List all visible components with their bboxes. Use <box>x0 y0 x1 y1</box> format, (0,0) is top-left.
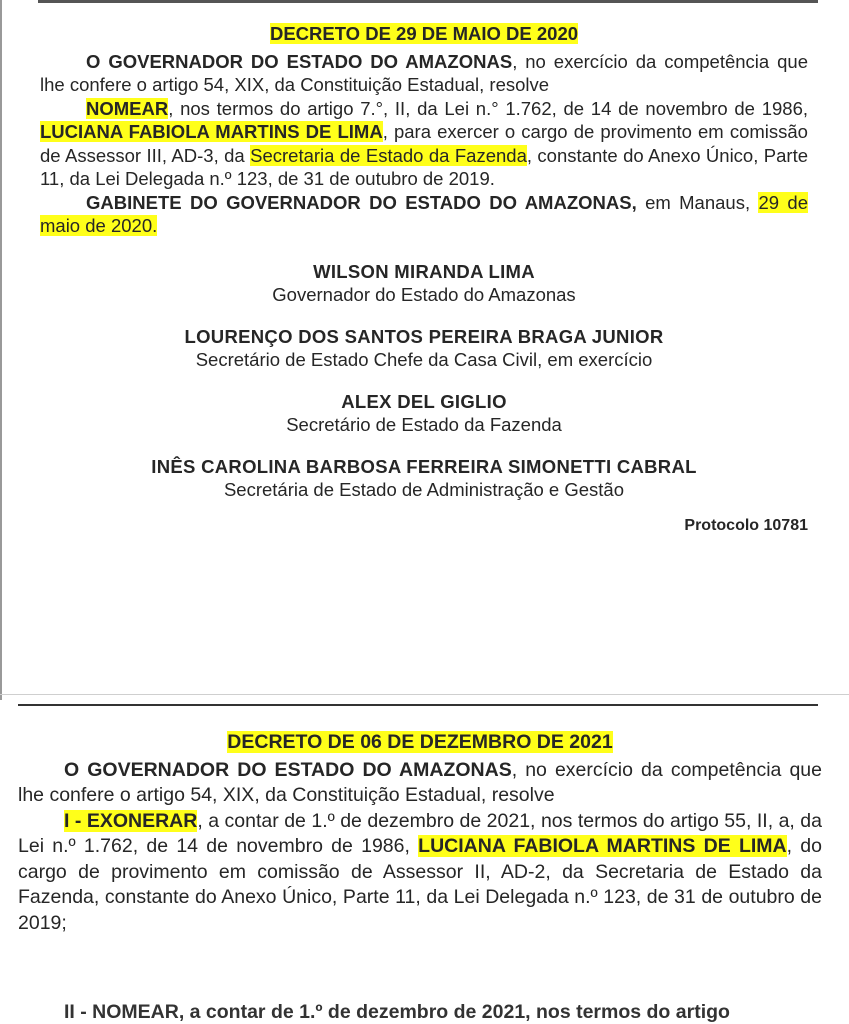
decree-2020-title-text: DECRETO DE 29 DE MAIO DE 2020 <box>269 23 579 44</box>
top-rule <box>38 0 818 3</box>
signature-block <box>40 455 808 502</box>
cut-off-line <box>18 1000 822 1024</box>
signatory-name: LOURENÇO DOS SANTOS PEREIRA BRAGA JUNIOR <box>184 325 664 347</box>
signatory-role: Secretário de Estado da Fazenda <box>286 414 562 435</box>
signatory-role: Secretária de Estado de Administração e Gestão <box>223 479 625 500</box>
decree-2021-title <box>18 730 822 756</box>
signature-block <box>40 390 808 437</box>
signatory-name: INÊS CAROLINA BARBOSA FERREIRA SIMONETTI CABRAL <box>151 455 697 477</box>
preamble-text: , no exercício da competência que lhe confere o artigo 54, XIX, da Constituição Estadual, resolve <box>40 50 808 95</box>
appoint-text-c: , constante do Anexo Único, Parte 11, da Lei Delegada n.º 123, de 31 de outubro de 2019. <box>40 144 808 189</box>
page-left-edge <box>0 0 2 700</box>
decree-2021-dismissal <box>18 809 822 937</box>
signatory-role: Secretário de Estado Chefe da Casa Civil, em exercício <box>195 349 653 370</box>
closing-text: em Manaus, <box>636 191 759 213</box>
governor-heading: O GOVERNADOR DO ESTADO DO AMAZONAS <box>64 758 512 781</box>
appoint-verb: NOMEAR <box>86 97 169 119</box>
decree-2020-closing <box>40 191 808 238</box>
decree-2020 <box>40 22 808 537</box>
decree-2021-title-text: DECRETO DE 06 DE DEZEMBRO DE 2021 <box>227 731 613 753</box>
signatory-name: WILSON MIRANDA LIMA <box>313 260 535 282</box>
signatory-role: Governador do Estado do Amazonas <box>272 284 576 305</box>
decree-2021-preamble <box>18 758 822 809</box>
signatory-name: ALEX DEL GIGLIO <box>341 390 507 412</box>
cut-off-text: II - NOMEAR, a contar de 1.º de dezembro de 2021, nos termos do artigo <box>64 1001 730 1023</box>
cabinet-heading: GABINETE DO GOVERNADOR DO ESTADO DO AMAZONAS, <box>86 191 637 213</box>
decree-2020-preamble <box>40 50 808 97</box>
appoint-text-a: , nos termos do artigo 7.°, II, da Lei n.° 1.762, de 14 de novembro de 1986, <box>168 97 808 119</box>
appoint-text-b: , para exercer o cargo de provimento em comissão de Assessor III, AD-3, da <box>40 121 808 166</box>
dismiss-text-b: , do cargo de provimento em comissão de Assessor II, AD-2, da Secretaria de Estado da Fazenda, constante do Anexo Único, Parte 11, da Lei Delegada n.º 123, de 31 de outubro de 2019; <box>18 835 822 934</box>
preamble-text: , no exercício da competência que lhe confere o artigo 54, XIX, da Constituição Estadual, resolve <box>18 758 822 806</box>
dismiss-text-a: , a contar de 1.º de dezembro de 2021, nos termos do artigo 55, II, a, da Lei n.º 1.762, de 14 de novembro de 1986, <box>18 809 822 857</box>
section-rule <box>18 704 818 706</box>
closing-date: 29 de maio de 2020. <box>40 191 808 236</box>
signature-block <box>40 260 808 307</box>
dismiss-verb: I - EXONERAR <box>64 809 198 832</box>
governor-heading: O GOVERNADOR DO ESTADO DO AMAZONAS <box>86 50 513 72</box>
protocol-number: Protocolo 10781 <box>684 516 808 534</box>
clipping-divider <box>0 694 849 695</box>
dismissed-name: LUCIANA FABIOLA MARTINS DE LIMA <box>418 835 787 857</box>
decree-2020-appointment <box>40 97 808 191</box>
decree-2021 <box>18 730 822 936</box>
appointee-name: LUCIANA FABIOLA MARTINS DE LIMA <box>40 121 383 142</box>
appoint-organization: Secretaria de Estado da Fazenda <box>250 144 527 166</box>
signature-block <box>40 325 808 372</box>
decree-2020-title <box>40 22 808 46</box>
